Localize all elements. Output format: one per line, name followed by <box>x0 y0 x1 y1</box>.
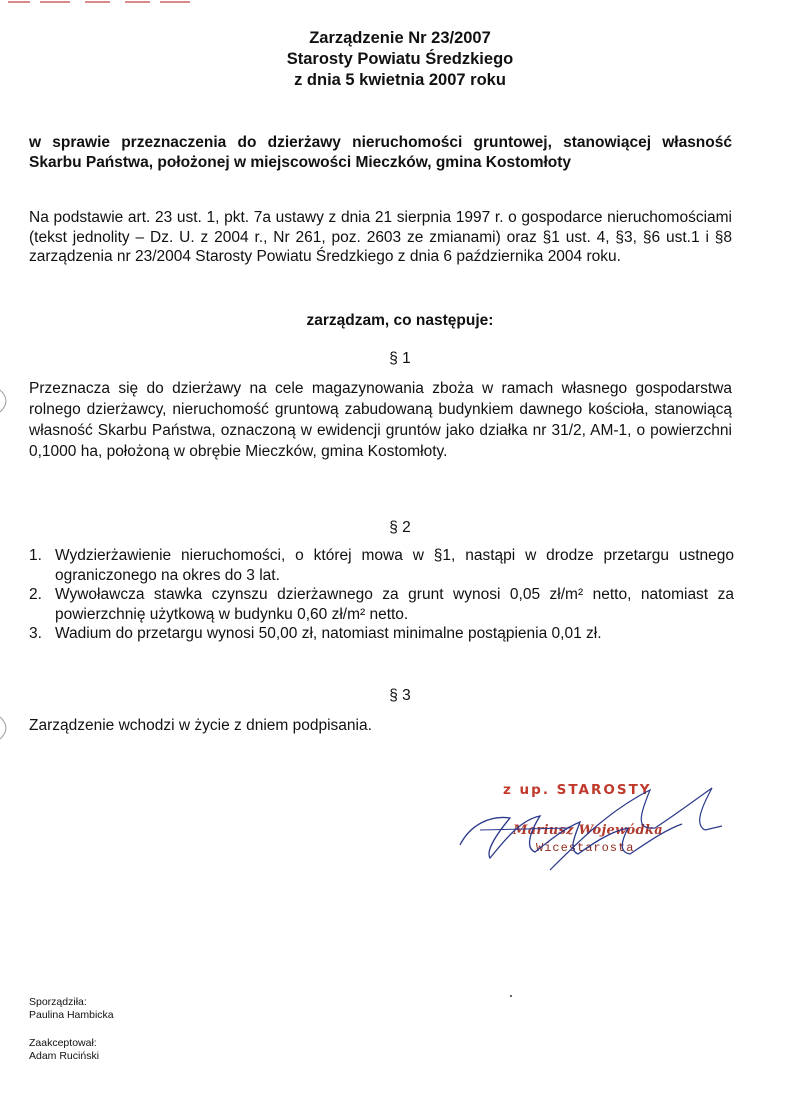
punch-mark-top <box>0 386 16 416</box>
ordering-clause: zarządzam, co następuje: <box>306 312 494 329</box>
approved-label: Zaakceptował: <box>29 1037 97 1049</box>
footer-prepared <box>29 996 114 1022</box>
section-2-heading: § 2 <box>389 519 411 536</box>
header-issuer: Starosty Powiatu Średzkiego <box>286 50 514 68</box>
section-1-heading: § 1 <box>389 350 411 367</box>
section-2-list <box>29 546 734 644</box>
list-item-text: Wydzierżawienie nieruchomości, o której mowa w §1, nastąpi w drodze przetargu ustnego ograniczonego na okres do 3 lat. <box>55 547 734 584</box>
list-item-number: 2. <box>29 586 42 603</box>
list-item <box>29 624 734 644</box>
list-item <box>29 546 734 585</box>
list-item-number: 3. <box>29 625 42 642</box>
footer-approved <box>29 1037 99 1063</box>
list-item-number: 1. <box>29 547 42 564</box>
fax-header-mark <box>0 0 220 14</box>
handwritten-signature <box>450 770 750 880</box>
section-3-text: Zarządzenie wchodzi w życie z dniem podpisania. <box>29 717 372 734</box>
stamp-name: Mariusz Wojewódka <box>513 823 663 838</box>
legal-basis-paragraph: Na podstawie art. 23 ust. 1, pkt. 7a ustawy z dnia 21 sierpnia 1997 r. o gospodarce nieruchomościami (tekst jednolity – Dz. U. z 2004 r., Nr 261, poz. 2603 ze zmianami) oraz §1 ust. 4, §3, §6 ust.1 i §8 zarządzenia nr 23/2004 Starosty Powiatu Średzkiego z dnia 6 października 2004 roku. <box>29 209 732 265</box>
list-item-text: Wadium do przetargu wynosi 50,00 zł, natomiast minimalne postąpienia 0,01 zł. <box>55 625 602 642</box>
prepared-label: Sporządziła: <box>29 996 87 1008</box>
list-item-text: Wywoławcza stawka czynszu dzierżawnego za grunt wynosi 0,05 zł/m² netto, natomiast za powierzchnię użytkową w budynku 0,60 zł/m² netto. <box>55 586 734 623</box>
punch-mark-bottom <box>0 713 16 743</box>
stamp-title: Wicestarosta <box>536 841 635 855</box>
scan-speck <box>510 995 512 997</box>
header-title: Zarządzenie Nr 23/2007 <box>309 29 491 47</box>
document-subject: w sprawie przeznaczenia do dzierżawy nieruchomości gruntowej, stanowiącej własność Skarbu Państwa, położonej w miejscowości Mieczków, gmina Kostomłoty <box>29 134 732 171</box>
approved-name: Adam Ruciński <box>29 1050 100 1062</box>
section-3-heading: § 3 <box>389 687 411 704</box>
stamp-authority: z up. STAROSTY <box>503 782 652 798</box>
header-date: z dnia 5 kwietnia 2007 roku <box>294 71 506 89</box>
list-item <box>29 585 734 624</box>
prepared-name: Paulina Hambicka <box>29 1009 114 1021</box>
document-header <box>0 28 800 91</box>
section-1-text: Przeznacza się do dzierżawy na cele magazynowania zboża w ramach własnego gospodarstwa rolnego dzierżawcy, nieruchomość gruntową zabudowaną budynkiem dawnego kościoła, stanowiącą własność Skarbu Państwa, oznaczoną w ewidencji gruntów jako działka nr 31/2, AM-1, o powierzchni 0,1000 ha, położoną w obrębie Mieczków, gmina Kostomłoty. <box>29 380 732 460</box>
